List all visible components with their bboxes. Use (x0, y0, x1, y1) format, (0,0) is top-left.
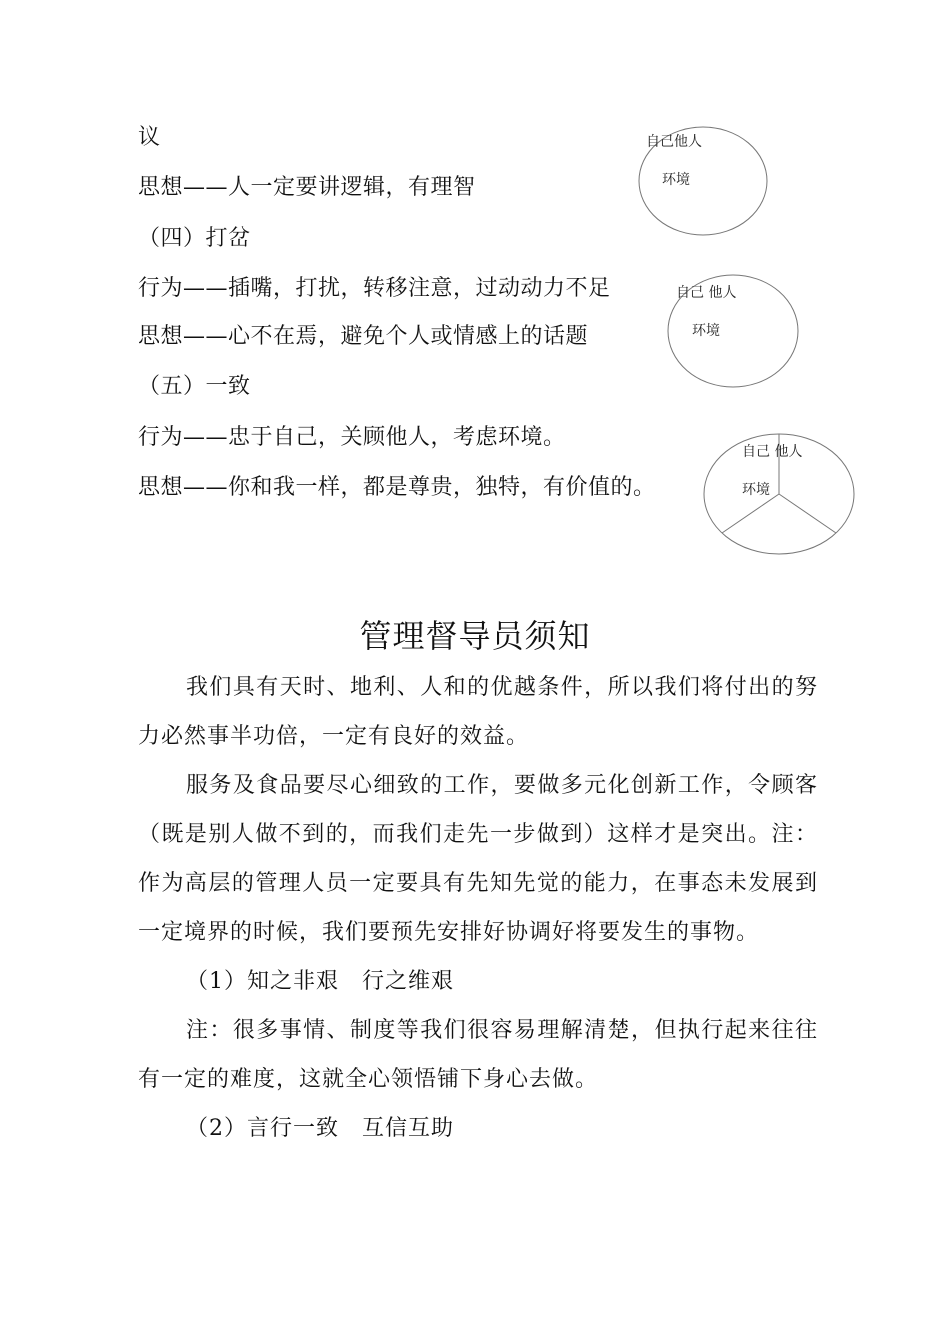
diagram-divider-left (722, 494, 779, 533)
heading-distracting: （四）打岔 (138, 226, 251, 251)
paragraph-advantages: 我们具有天时、地利、人和的优越条件，所以我们将付出的努力必然事半功倍，一定有良好的效益。 (138, 675, 818, 749)
diagram-environment-label: 环境 (692, 323, 720, 339)
text-line-thought-logic: 思想——人一定要讲逻辑，有理智 (138, 175, 476, 200)
paragraph-service: 服务及食品要尽心细致的工作，要做多元化创新工作，令顾客（既是别人做不到的，而我们走先一步做到）这样才是突出。注：作为高层的管理人员一定要具有先知先觉的能力，在事态未发展到一定境界的时候，我们要预先安排好协调好将要发生的事物。 (138, 773, 818, 945)
text-line-yi: 议 (138, 125, 161, 150)
article-body (138, 663, 818, 1153)
text-line-behavior-congruent: 行为——忠于自己，关顾他人，考虑环境。 (138, 425, 566, 450)
article-title: 管理督导员须知 (359, 617, 591, 655)
diagram-self-other-label: 自己 他人 (742, 444, 803, 460)
paragraph-point-1: （1）知之非艰 行之维艰 (186, 969, 454, 994)
diagram-distracting (666, 273, 800, 389)
diagram-self-other-label: 自己他人 (646, 134, 702, 150)
paragraph-point-2: （2）言行一致 互信互助 (186, 1116, 454, 1141)
diagram-divider-right (779, 494, 836, 533)
diagram-self-other-label: 自己 他人 (676, 285, 737, 301)
text-line-behavior-distracting: 行为——插嘴，打扰，转移注意，过动动力不足 (138, 276, 611, 301)
diagram-environment-label: 环境 (742, 482, 770, 498)
text-line-thought-congruent: 思想——你和我一样，都是尊贵，独特，有价值的。 (138, 475, 656, 500)
diagram-congruent (702, 432, 856, 556)
heading-congruent: （五）一致 (138, 374, 251, 399)
paragraph-note-1: 注：很多事情、制度等我们很容易理解清楚，但执行起来往往有一定的难度，这就全心领悟铺下身心去做。 (138, 1018, 818, 1092)
text-line-thought-distracting: 思想——心不在焉，避免个人或情感上的话题 (138, 324, 589, 349)
diagram-computing (636, 124, 770, 238)
diagram-environment-label: 环境 (662, 172, 690, 188)
